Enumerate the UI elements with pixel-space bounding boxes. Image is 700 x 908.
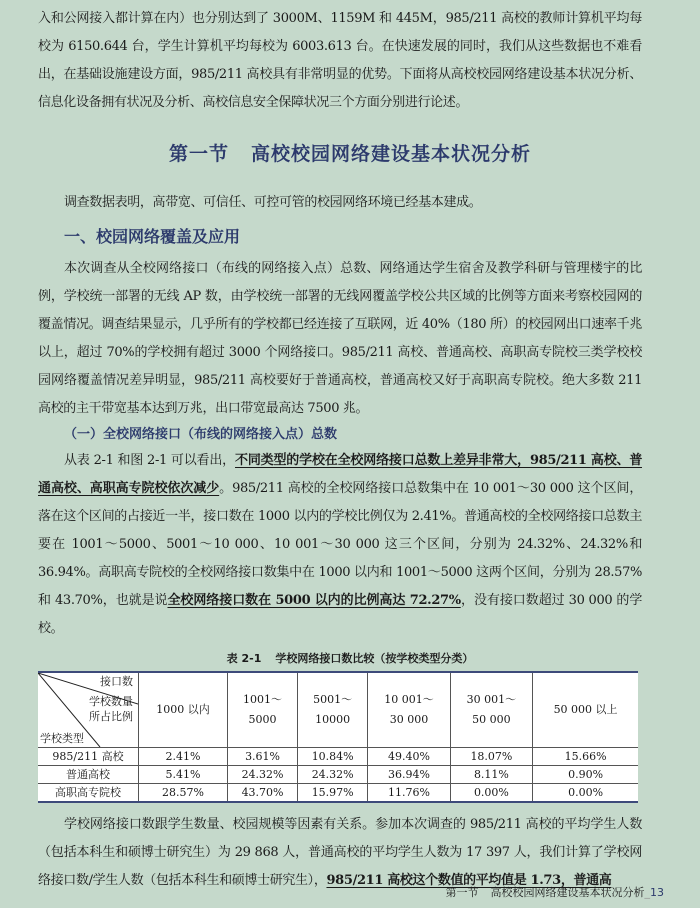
section-title-text: 高校校园网络建设基本状况分析 (251, 143, 532, 165)
students-text-part1: 学校网络接口数跟学生数量、校园规模等因素有关系。参加本次调查的 985/211 高校的平均学生人数（包括本科生和硕博士研究生）为 29 868 人，普通高校的平均学生人数为 17 397 人，我们计算了学校网络接口数/学生人数（包括本科生和硕博士研究生）， (38, 817, 642, 888)
table-cell: 11.76% (368, 784, 450, 803)
table-cell: 0.00% (533, 784, 638, 803)
table-cell: 18.07% (450, 748, 532, 766)
students-emphasis: 985/211 高校这个数值的平均值是 1.73，普通高 (326, 873, 612, 888)
table-row (38, 784, 638, 803)
section-number: 第一节 (168, 143, 229, 165)
table-cell: 2.41% (139, 748, 228, 766)
table-cell: 43.70% (227, 784, 297, 803)
table-cell: 15.97% (298, 784, 368, 803)
coverage-paragraph (38, 255, 642, 423)
table-cell: 15.66% (533, 748, 638, 766)
table-cell: 36.94% (368, 766, 450, 784)
heading-campus-network-coverage: 一、校园网络覆盖及应用 (64, 227, 241, 246)
interfaces-paragraph-text (38, 447, 642, 643)
table-cell: 24.32% (298, 766, 368, 784)
row-school-type: 高职高专院校 (38, 784, 139, 803)
section-intro-text: 调查数据表明，高带宽、可信任、可控可管的校园网络环境已经基本建成。 (64, 195, 482, 210)
footer-separator: _ (644, 886, 650, 899)
table-cell: 5.41% (139, 766, 228, 784)
row-school-type: 985/211 高校 (38, 748, 139, 766)
interfaces-emphasis-1: 不同类型的学校在全校网络接口总数上差异非常大，985/211 高校、普通高校、高职高专院校依次减少 (38, 453, 642, 496)
column-header-line2: 10000 (315, 713, 351, 726)
column-header (227, 672, 297, 748)
corner-label-proportion: 所占比例 (89, 710, 133, 723)
coverage-paragraph-text: 本次调查从全校网络接口（布线的网络接入点）总数、网络通达学生宿舍及教学科研与管理楼宇的比例，学校统一部署的无线 AP 数，由学校统一部署的无线网覆盖学校公共区域的比例等方面来考察校园网的覆盖情况。调查结果显示，几乎所有的学校都已经连接了互联网，近 40%（180 所）的校园网出口速率千兆以上，超过 70%的学校拥有超过 3000 个网络接口。985/211 高校、普通高校、高职高专院校三类学校校园网络覆盖情况差异明显，985/211 高校要好于普通高校，普通高校又好于高职高专院校。绝大多数 211 高校的主干带宽基本达到万兆，出口带宽最高达 7500 兆。 (38, 261, 642, 416)
table-caption-title: 学校网络接口数比较（按学校类型分类） (275, 652, 474, 665)
students-paragraph (38, 811, 642, 895)
corner-label-interfaces: 接口数 (100, 675, 133, 688)
column-header (450, 672, 532, 748)
column-header (139, 672, 228, 748)
column-header-line2: 5000 (248, 713, 277, 726)
students-paragraph-text (38, 811, 642, 895)
corner-label-school-count: 学校数量 (89, 695, 133, 708)
intro-paragraph-text: 入和公网接入都计算在内）也分别达到了 3000M、1159M 和 445M，985/211 高校的教师计算机平均每校为 6150.644 台，学生计算机平均每校为 6003.613 台。在快速发展的同时，我们从这些数据也不难看出，在基础设施建设方面，985/211 高校具有非常明显的优势。下面将从高校校园网络建设基本状况分析、信息化设备拥有状况及分析、高校信息安全保障状况三个方面分别进行论述。 (38, 11, 642, 110)
interface-comparison-table (38, 671, 638, 803)
table-row (38, 766, 638, 784)
table-header-row (38, 672, 638, 748)
table-cell: 28.57% (139, 784, 228, 803)
table-caption (0, 651, 700, 667)
section-title (0, 139, 700, 169)
document-body (38, 5, 642, 895)
column-header-line1: 1001～ (243, 693, 283, 706)
interfaces-paragraph (38, 447, 642, 643)
section-intro (64, 189, 642, 217)
table-cell: 10.84% (298, 748, 368, 766)
column-header-line2: 30 000 (389, 713, 429, 726)
table-cell: 49.40% (368, 748, 450, 766)
column-header-line2: 50 000 (472, 713, 511, 726)
table-cell: 0.90% (533, 766, 638, 784)
column-header-line1: 10 001～ (384, 693, 434, 706)
column-header (533, 672, 638, 748)
heading-network-interfaces-total: （一）全校网络接口（布线的网络接入点）总数 (64, 427, 338, 442)
column-header-line1: 30 001～ (466, 693, 517, 706)
row-school-type: 普通高校 (38, 766, 139, 784)
column-header-line1: 1000 以内 (156, 703, 210, 716)
table-cell: 3.61% (227, 748, 297, 766)
page-footer (446, 886, 665, 900)
column-header-line1: 50 000 以上 (553, 703, 618, 716)
interfaces-text-part1: 从表 2-1 和图 2-1 可以看出， (64, 453, 236, 468)
footer-section-number: 第一节 (445, 886, 479, 899)
interfaces-text-part3: ，没有接口数超过 30 000 的学校。 (38, 593, 642, 636)
column-header-line1: 5001～ (313, 693, 353, 706)
column-header (368, 672, 450, 748)
intro-paragraph (38, 5, 642, 117)
page-number: 13 (650, 886, 664, 899)
corner-label-school-type: 学校类型 (40, 732, 84, 745)
table-corner-header (38, 672, 139, 748)
table-caption-number: 表 2-1 (226, 652, 262, 665)
footer-section-title: 高校校园网络建设基本状况分析 (490, 886, 645, 899)
table-cell: 24.32% (227, 766, 297, 784)
table-row (38, 748, 638, 766)
table-cell: 8.11% (450, 766, 532, 784)
interfaces-text-part2: 。985/211 高校的全校网络接口总数集中在 10 001～30 000 这个区间，落在这个区间的占接近一半，接口数在 1000 以内的学校比例仅为 2.41%。普通高校的全校网络接口总数主要在 1001～5000、5001～10 000、10 001～30 000 这三个区间，分别为 24.32%、24.32%和 36.94%。高职高专院校的全校网络接口数集中在 1000 以内和 1001～5000 这两个区间，分别为 28.57%和 43.70%，也就是说 (38, 481, 642, 608)
column-header (298, 672, 368, 748)
table-cell: 0.00% (450, 784, 532, 803)
interfaces-emphasis-2: 全校网络接口数在 5000 以内的比例高达 72.27% (167, 593, 461, 608)
